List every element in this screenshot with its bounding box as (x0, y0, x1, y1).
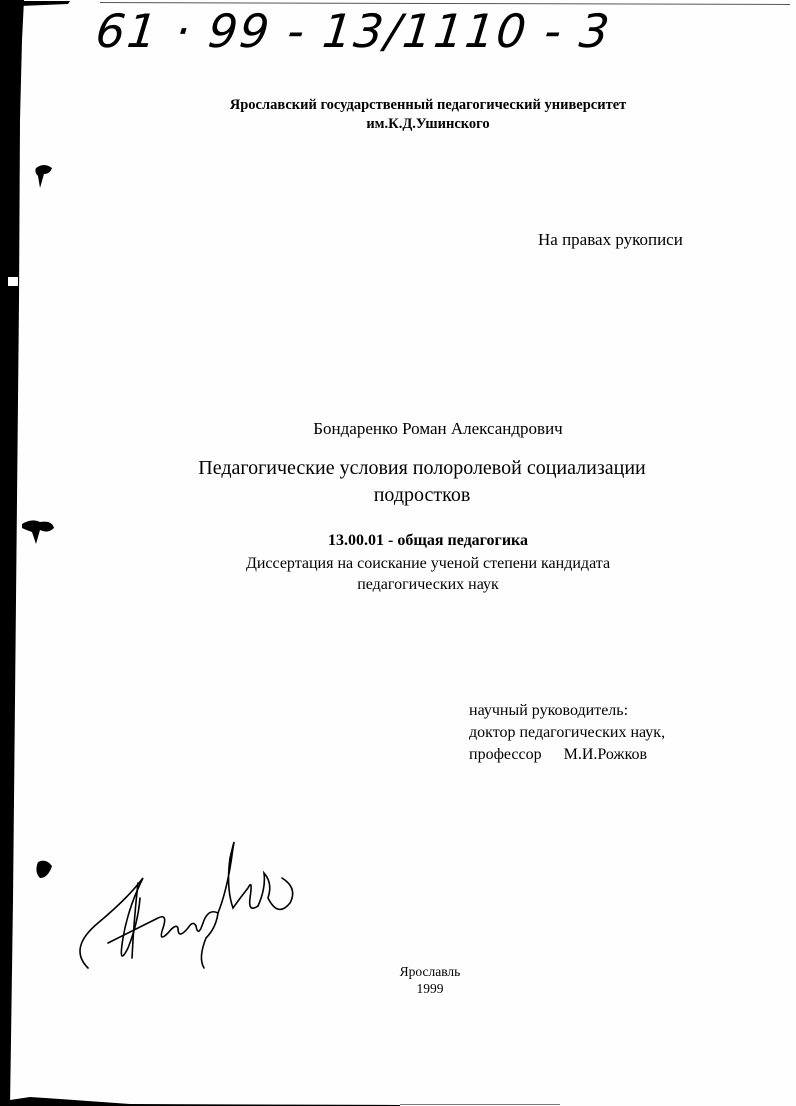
specialty-code: 13.00.01 - общая педагогика (327, 532, 529, 549)
supervisor-label: научный руководитель: (469, 702, 629, 719)
supervisor-degree: доктор педагогических наук, (469, 724, 666, 741)
supervisor-block (469, 700, 665, 766)
punch-hole-mark-icon (34, 858, 54, 882)
punch-hole-mark-icon (34, 160, 54, 190)
degree-line-2: педагогических наук (357, 576, 499, 593)
year: 1999 (416, 981, 444, 996)
manuscript-rights-label: На правах рукописи (538, 230, 683, 249)
university-line-2: им.К.Д.Ушинского (366, 116, 490, 132)
scan-bottom-edge (0, 1094, 796, 1106)
supervisor-name: М.И.Рожков (563, 746, 648, 763)
city-name: Ярославль (399, 964, 461, 979)
title-line-2: подростков (373, 484, 471, 506)
author-name: Бондаренко Роман Александрович (313, 419, 563, 438)
archive-code-handwritten: 61 · 99 - 13/1110 - 3 (93, 4, 614, 58)
degree-line-1: Диссертация на соискание ученой степени кандидата (245, 555, 611, 572)
university-name (0, 96, 796, 134)
supervisor-title-line (469, 744, 665, 766)
punch-hole-mark-icon (22, 518, 56, 546)
degree-statement (198, 553, 658, 595)
title-line-1: Педагогические условия полоролевой социализации (198, 457, 646, 479)
scan-binding-edge (0, 0, 26, 1106)
supervisor-title: профессор (469, 746, 542, 763)
dissertation-title (162, 455, 682, 509)
university-line-1: Ярославский государственный педагогический университет (229, 97, 627, 113)
city-year-block (380, 963, 480, 997)
author-signature-icon (68, 828, 298, 978)
